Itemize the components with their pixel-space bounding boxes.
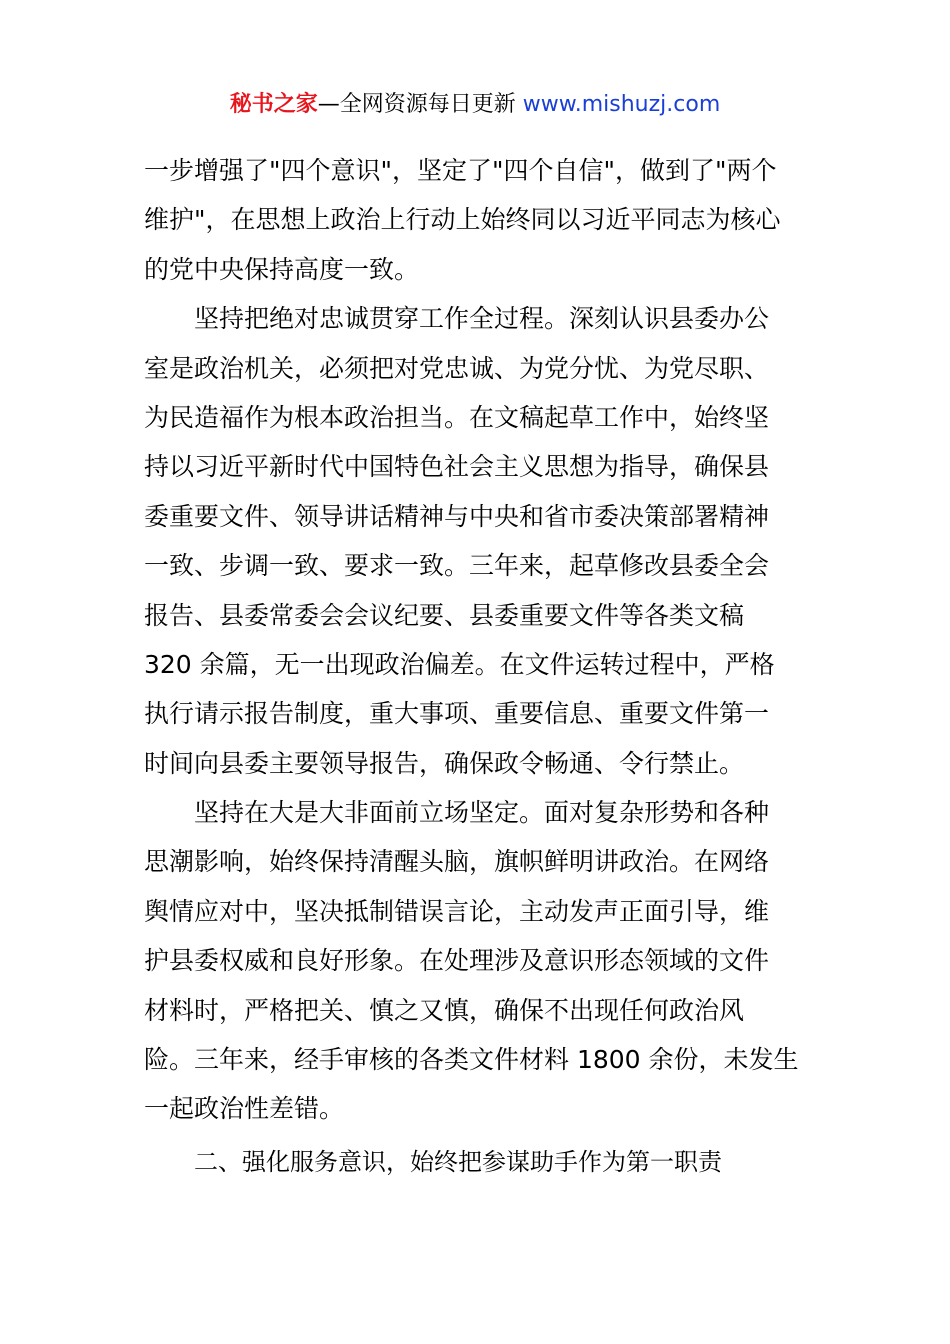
document-body	[144, 146, 808, 1187]
site-header	[0, 88, 950, 122]
text-line: 一致、步调一致、要求一致。三年来，起草修改县委全会	[144, 551, 770, 581]
text-line: 时间向县委主要领导报告，确保政令畅通、令行禁止。	[144, 748, 745, 778]
text-line: 持以习近平新时代中国特色社会主义思想为指导，确保县	[144, 452, 770, 482]
section-heading: 二、强化服务意识，始终把参谋助手作为第一职责	[194, 1147, 722, 1176]
text-line: 一步增强了"四个意识"，坚定了"四个自信"，做到了"两个	[144, 156, 777, 185]
text-line: 报告、县委常委会会议纪要、县委重要文件等各类文稿	[144, 600, 745, 630]
text-line: 思潮影响，始终保持清醒头脑，旗帜鲜明讲政治。在网络	[144, 847, 770, 877]
text-line: 险。三年来，经手审核的各类文件材料 1800 余份，未发生	[144, 1045, 799, 1075]
text-line: 执行请示报告制度，重大事项、重要信息、重要文件第一	[144, 699, 770, 729]
site-tagline: —全网资源每日更新	[317, 92, 523, 117]
text-line: 舆情应对中，坚决抵制错误言论，主动发声正面引导，维	[144, 896, 770, 926]
text-line: 维护"，在思想上政治上行动上始终同以习近平同志为核心	[144, 205, 781, 235]
text-line: 委重要文件、领导讲话精神与中央和省市委决策部署精神	[144, 501, 770, 531]
text-line: 的党中央保持高度一致。	[144, 254, 420, 284]
site-brand: 秘书之家	[229, 92, 318, 117]
text-line: 320 余篇，无一出现政治偏差。在文件运转过程中，严格	[144, 649, 775, 679]
text-line: 为民造福作为根本政治担当。在文稿起草工作中，始终坚	[144, 402, 770, 432]
text-line: 一起政治性差错。	[144, 1094, 345, 1124]
text-line: 材料时，严格把关、慎之又慎，确保不出现任何政治风	[144, 995, 745, 1025]
text-line: 护县委权威和良好形象。在处理涉及意识形态领域的文件	[144, 946, 770, 976]
paragraph-first-line: 坚持把绝对忠诚贯穿工作全过程。深刻认识县委办公	[194, 304, 770, 334]
text-line: 室是政治机关，必须把对党忠诚、为党分忧、为党尽职、	[144, 353, 770, 383]
site-url-link[interactable]: www.mishuzj.com	[522, 92, 721, 117]
paragraph-first-line: 坚持在大是大非面前立场坚定。面对复杂形势和各种	[194, 798, 770, 828]
